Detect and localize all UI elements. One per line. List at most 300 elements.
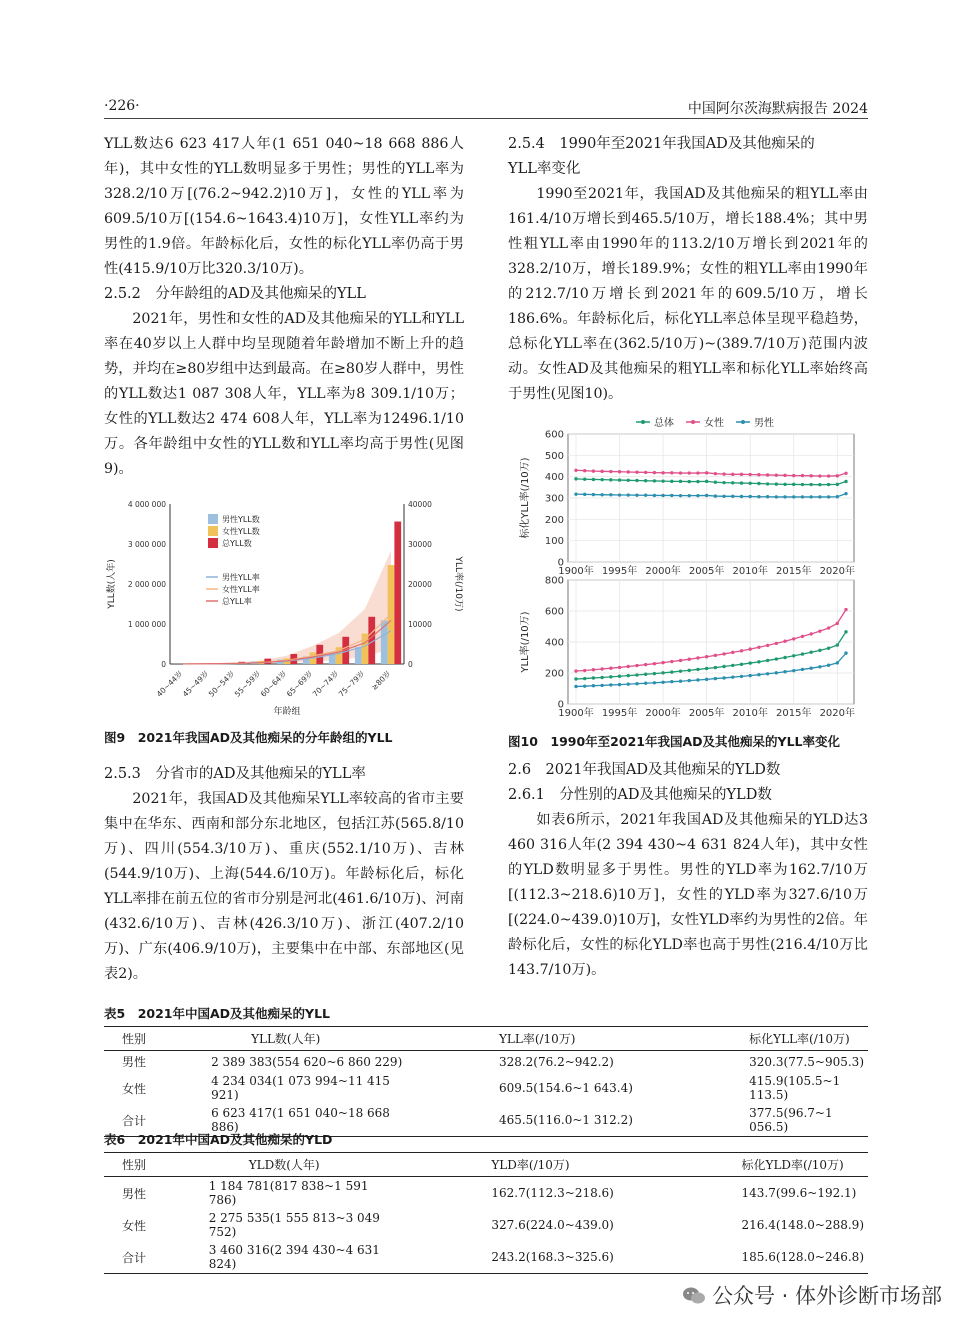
point-女性	[783, 474, 786, 477]
watermark	[682, 1280, 942, 1310]
point-总体	[583, 677, 586, 680]
table-header: 性别	[104, 1153, 189, 1177]
point-总体	[705, 480, 708, 483]
point-总体	[574, 477, 577, 480]
table-header-row	[104, 1153, 868, 1177]
point-总体	[661, 671, 664, 674]
legend-label: 女性YLL数	[222, 527, 260, 536]
watermark-text: 公众号 · 体外诊断市场部	[711, 1284, 942, 1308]
point-女性	[844, 472, 847, 475]
point-总体	[661, 479, 664, 482]
point-总体	[696, 480, 699, 483]
point-男性	[827, 664, 830, 667]
point-女性	[792, 637, 795, 640]
point-女性	[714, 654, 717, 657]
point-男性	[609, 683, 612, 686]
point-女性	[688, 471, 691, 474]
point-总体	[679, 480, 682, 483]
y-tick-label: 4 000 000	[127, 500, 166, 509]
point-女性	[722, 472, 725, 475]
point-男性	[801, 495, 804, 498]
table-header: 标化YLL率(/10万)	[679, 1027, 868, 1051]
x-tick-label: 2000年	[645, 566, 681, 577]
header-rule	[104, 118, 868, 119]
point-女性	[661, 661, 664, 664]
y2-tick-label: 40000	[408, 500, 432, 509]
journal-title: 中国阿尔茨海默病报告 2024	[687, 101, 868, 117]
point-男性	[627, 493, 630, 496]
point-男性	[688, 679, 691, 682]
table-cell: 合计	[104, 1104, 191, 1137]
table-cell: 男性	[122, 1055, 147, 1069]
point-女性	[766, 644, 769, 647]
point-女性	[757, 473, 760, 476]
point-男性	[653, 494, 656, 497]
point-总体	[679, 669, 682, 672]
point-总体	[809, 651, 812, 654]
legend-marker	[741, 420, 745, 424]
point-女性	[783, 640, 786, 643]
point-女性	[818, 474, 821, 477]
section-2-5-3-heading: 2.5.3 分省市的AD及其他痴呆的YLL率	[104, 766, 366, 782]
point-女性	[792, 474, 795, 477]
table-cell: 320.3(77.5~905.3)	[749, 1054, 864, 1069]
point-男性	[644, 494, 647, 497]
point-男性	[757, 673, 760, 676]
point-总体	[714, 666, 717, 669]
point-男性	[583, 493, 586, 496]
x-tick-label: 60~64岁	[258, 669, 289, 699]
point-总体	[688, 669, 691, 672]
point-男性	[679, 680, 682, 683]
point-男性	[705, 494, 708, 497]
table-cell: 6 623 417(1 651 040~18 668 886)	[191, 1104, 409, 1137]
legend-swatch	[208, 514, 218, 524]
table-cell: 609.5(154.6~1 643.4)	[498, 1081, 633, 1095]
paragraph-yll-province: 2021年，我国AD及其他痴呆YLL率较高的省市主要集中在华东、西南和部分东北地区，包括江苏(565.8/10万)、四川(554.3/10万)、重庆(552.1/10万)、吉林(544.9/10万)、上海(544.6/10万)。年龄标化后，标化YLL率排在前五位的省市分别是河北(461.6/10万)、河南(432.6/10万)、吉林(426.3/10万)、浙江(407.2/10万)、广东(406.9/10万)，主要集中在中部、东部地区(见表2)。	[104, 791, 464, 982]
point-总体	[635, 673, 638, 676]
table5	[104, 1026, 868, 1137]
y-axis-title: YLL率(/10万)	[520, 611, 531, 673]
point-女性	[618, 666, 621, 669]
point-男性	[661, 681, 664, 684]
y-axis-title: 标化YLL率(/10万)	[520, 457, 531, 539]
table-cell: 143.7(99.6~192.1)	[741, 1186, 857, 1200]
wechat-icon	[682, 1286, 706, 1306]
point-女性	[679, 471, 682, 474]
point-总体	[627, 479, 630, 482]
y-tick-label: 0	[557, 699, 564, 711]
point-总体	[801, 652, 804, 655]
legend-label: 总YLL率	[222, 597, 252, 606]
y-tick-label: 0	[557, 557, 564, 569]
point-男性	[696, 494, 699, 497]
point-女性	[801, 635, 804, 638]
point-男性	[618, 683, 621, 686]
table-header-row	[104, 1027, 868, 1051]
table-header: 性别	[104, 1027, 191, 1051]
point-总体	[722, 665, 725, 668]
point-总体	[757, 482, 760, 485]
table-header: YLD率(/10万)	[401, 1153, 671, 1177]
y2-tick-label: 30000	[408, 540, 432, 549]
table-cell: 2 389 383(554 620~6 860 229)	[211, 1054, 403, 1069]
right-column-lower	[508, 758, 868, 983]
point-男性	[670, 680, 673, 683]
point-总体	[609, 478, 612, 481]
point-女性	[592, 469, 595, 472]
point-女性	[583, 469, 586, 472]
point-男性	[635, 494, 638, 497]
y-axis-title: YLL数(人年)	[107, 559, 117, 609]
table-header: YLL数(人年)	[191, 1027, 409, 1051]
point-总体	[731, 664, 734, 667]
legend-swatch	[208, 526, 218, 536]
point-男性	[574, 685, 577, 688]
point-男性	[731, 675, 734, 678]
x-tick-label: 70~74岁	[310, 669, 341, 699]
point-男性	[583, 684, 586, 687]
point-总体	[696, 668, 699, 671]
point-男性	[766, 672, 769, 675]
legend-label: 女性	[704, 418, 724, 429]
point-男性	[775, 495, 778, 498]
point-男性	[722, 676, 725, 679]
point-总体	[583, 478, 586, 481]
paragraph-yll-total: YLL数达6 623 417人年(1 651 040~18 668 886人年)，其中女性的YLL数明显多于男性；男性的YLL率为328.2/10万[(76.2~942.2)10万]，女性的YLL率为609.5/10万[(154.6~1643.4)10万]，女性YLL率约为男性的1.9倍。年龄标化后，女性的标化YLL率仍高于男性(415.9/10万比320.3/10万)。	[104, 136, 464, 277]
point-男性	[592, 684, 595, 687]
point-总体	[592, 478, 595, 481]
y-tick-label: 0	[161, 660, 166, 669]
point-女性	[775, 642, 778, 645]
point-女性	[827, 474, 830, 477]
table-row	[104, 1072, 868, 1104]
legend-marker	[691, 420, 695, 424]
point-男性	[783, 495, 786, 498]
section-2-5-4-heading-cont: YLL率变化	[508, 161, 581, 177]
fig10-caption: 图10 1990年至2021年我国AD及其他痴呆的YLL率变化	[508, 734, 841, 749]
point-男性	[740, 495, 743, 498]
point-男性	[818, 665, 821, 668]
point-女性	[766, 473, 769, 476]
table-cell: 327.6(224.0~439.0)	[491, 1218, 614, 1232]
point-总体	[644, 479, 647, 482]
point-总体	[731, 481, 734, 484]
table-header: YLL率(/10万)	[409, 1027, 679, 1051]
table-cell: 合计	[104, 1241, 189, 1274]
legend-label: 男性YLL率	[222, 573, 260, 582]
y-tick-label: 2 000 000	[127, 580, 166, 589]
point-总体	[757, 660, 760, 663]
table-cell: 3 460 316(2 394 430~4 631 824)	[189, 1241, 402, 1274]
x-tick-label: 55~59岁	[232, 669, 263, 699]
point-总体	[836, 643, 839, 646]
point-女性	[670, 660, 673, 663]
point-女性	[609, 470, 612, 473]
point-男性	[801, 668, 804, 671]
table-cell: 162.7(112.3~218.6)	[491, 1186, 614, 1200]
point-男性	[731, 495, 734, 498]
point-总体	[748, 482, 751, 485]
y2-tick-label: 10000	[408, 620, 432, 629]
fig10-chart	[508, 408, 870, 728]
point-总体	[740, 481, 743, 484]
point-男性	[635, 682, 638, 685]
bar-男性YLL数	[355, 647, 362, 664]
legend-label: 总YLL数	[222, 539, 252, 548]
point-女性	[748, 647, 751, 650]
table-cell: 男性	[122, 1186, 147, 1201]
point-男性	[809, 666, 812, 669]
legend-label: 总体	[654, 418, 674, 429]
point-男性	[775, 671, 778, 674]
point-男性	[644, 682, 647, 685]
point-女性	[844, 608, 847, 611]
point-女性	[818, 629, 821, 632]
page-number: ·226·	[104, 98, 140, 114]
point-女性	[705, 471, 708, 474]
point-总体	[740, 663, 743, 666]
point-总体	[609, 675, 612, 678]
x-tick-label: 75~79岁	[336, 669, 367, 699]
x-axis-title: 年龄组	[273, 707, 301, 717]
point-总体	[827, 647, 830, 650]
legend-label: 女性YLL率	[222, 585, 260, 594]
point-女性	[827, 626, 830, 629]
x-tick-label: 1900年	[558, 566, 594, 577]
point-男性	[679, 494, 682, 497]
point-总体	[766, 482, 769, 485]
point-男性	[688, 494, 691, 497]
point-总体	[600, 676, 603, 679]
section-2-6-1-heading: 2.6.1 分性别的AD及其他痴呆的YLD数	[508, 787, 772, 803]
legend-label: 男性	[754, 418, 774, 429]
point-男性	[757, 495, 760, 498]
y2-tick-label: 20000	[408, 580, 432, 589]
point-总体	[688, 480, 691, 483]
point-总体	[600, 478, 603, 481]
table-cell: 377.5(96.7~1 056.5)	[679, 1104, 868, 1137]
x-tick-label: 45~49岁	[180, 669, 211, 699]
point-男性	[783, 670, 786, 673]
point-总体	[775, 482, 778, 485]
point-男性	[627, 682, 630, 685]
y-tick-label: 1 000 000	[127, 620, 166, 629]
x-tick-label: 2005年	[688, 566, 725, 577]
fig9-caption: 图9 2021年我国AD及其他痴呆的分年龄组的YLL	[104, 730, 393, 745]
point-男性	[653, 681, 656, 684]
table-cell: 1 184 781(817 838~1 591 786)	[208, 1179, 369, 1207]
point-女性	[809, 632, 812, 635]
point-总体	[705, 667, 708, 670]
point-女性	[731, 473, 734, 476]
point-男性	[748, 674, 751, 677]
point-男性	[792, 495, 795, 498]
point-女性	[609, 666, 612, 669]
right-column	[508, 132, 868, 407]
table-row	[104, 1051, 868, 1073]
y-tick-label: 200	[544, 514, 564, 526]
y2-tick-label: 0	[408, 660, 413, 669]
point-女性	[696, 656, 699, 659]
x-tick-label: 1900年	[558, 708, 594, 719]
table5-caption: 表5 2021年中国AD及其他痴呆的YLL	[104, 1006, 331, 1021]
table-row	[104, 1209, 868, 1241]
point-男性	[600, 684, 603, 687]
point-女性	[740, 473, 743, 476]
point-总体	[653, 479, 656, 482]
point-女性	[801, 474, 804, 477]
paragraph-yll-age: 2021年，男性和女性的AD及其他痴呆的YLL和YLL率在40岁以上人群中均呈现随着年龄增加不断上升的趋势，并均在≥80岁组中达到最高。在≥80岁人群中，男性的YLL数达1 087 308人年，YLL率为8 309.1/10万；女性的YLL数达2 474 608人年，YLL率为12496.1/10万。各年龄组中女性的YLL数和YLL率均高于男性(见图9)。	[104, 311, 464, 477]
point-总体	[574, 677, 577, 680]
point-女性	[688, 658, 691, 661]
y-tick-label: 800	[544, 575, 564, 587]
point-总体	[844, 480, 847, 483]
point-男性	[844, 492, 847, 495]
point-女性	[644, 471, 647, 474]
table-header: YLD数(人年)	[189, 1153, 402, 1177]
y-tick-label: 500	[544, 450, 564, 462]
x-tick-label: 65~69岁	[284, 669, 315, 699]
x-tick-label: 1995年	[601, 566, 638, 577]
point-男性	[827, 495, 830, 498]
point-男性	[766, 495, 769, 498]
point-女性	[653, 662, 656, 665]
y-tick-label: 400	[544, 637, 564, 649]
point-总体	[627, 674, 630, 677]
point-女性	[574, 669, 577, 672]
point-男性	[818, 495, 821, 498]
table-cell: 4 234 034(1 073 994~11 415 921)	[211, 1074, 390, 1102]
point-总体	[618, 478, 621, 481]
bar-男性YLL数	[381, 621, 388, 664]
point-总体	[818, 483, 821, 486]
point-女性	[627, 470, 630, 473]
point-女性	[644, 663, 647, 666]
point-总体	[818, 649, 821, 652]
point-总体	[670, 670, 673, 673]
point-女性	[696, 471, 699, 474]
point-男性	[609, 493, 612, 496]
point-女性	[714, 472, 717, 475]
point-总体	[670, 480, 673, 483]
point-女性	[679, 659, 682, 662]
point-女性	[775, 473, 778, 476]
table-cell: 465.5(116.0~1 312.2)	[409, 1104, 679, 1137]
point-总体	[792, 483, 795, 486]
point-总体	[827, 483, 830, 486]
x-tick-label: ≥80岁	[369, 669, 393, 692]
x-tick-label: 2015年	[776, 566, 812, 577]
point-男性	[809, 495, 812, 498]
point-总体	[766, 659, 769, 662]
point-总体	[722, 481, 725, 484]
point-男性	[705, 678, 708, 681]
point-女性	[748, 473, 751, 476]
table-cell: 185.6(128.0~246.8)	[672, 1241, 868, 1274]
y-tick-label: 3 000 000	[127, 540, 166, 549]
legend-label: 男性YLL数	[222, 515, 260, 524]
table-header: 标化YLD率(/10万)	[672, 1153, 868, 1177]
paragraph-yld-sex: 如表6所示，2021年我国AD及其他痴呆的YLD达3 460 316人年(2 394 430~4 631 824人年)，其中女性的YLD数明显多于男性。男性的YLD率为162.7/10万[(112.3~218.6)10万]，女性的YLD率为327.6/10万[(224.0~439.0)10万]，女性YLD率约为男性的2倍。年龄标化后，女性的标化YLD率也高于男性(216.4/10万比143.7/10万)。	[508, 812, 868, 978]
point-男性	[714, 494, 717, 497]
point-女性	[653, 471, 656, 474]
table-cell: 2 275 535(1 555 813~3 049 752)	[208, 1211, 380, 1239]
x-tick-label: 2010年	[732, 708, 768, 719]
table6-caption: 表6 2021年中国AD及其他痴呆的YLD	[104, 1132, 333, 1147]
point-女性	[757, 646, 760, 649]
x-tick-label: 40~44岁	[154, 669, 185, 699]
point-总体	[644, 673, 647, 676]
point-女性	[600, 667, 603, 670]
fig9-chart	[104, 492, 466, 720]
point-女性	[740, 649, 743, 652]
point-女性	[722, 652, 725, 655]
point-男性	[722, 495, 725, 498]
point-男性	[670, 494, 673, 497]
y-tick-label: 200	[544, 668, 564, 680]
left-column-lower	[104, 762, 464, 987]
point-男性	[618, 493, 621, 496]
point-男性	[592, 493, 595, 496]
point-总体	[714, 481, 717, 484]
point-女性	[836, 474, 839, 477]
point-女性	[661, 471, 664, 474]
point-总体	[653, 672, 656, 675]
point-男性	[714, 677, 717, 680]
point-女性	[583, 669, 586, 672]
point-男性	[600, 493, 603, 496]
legend-marker	[641, 420, 645, 424]
point-女性	[809, 474, 812, 477]
table-row	[104, 1177, 868, 1210]
point-男性	[844, 651, 847, 654]
section-2-6-heading: 2.6 2021年我国AD及其他痴呆的YLD数	[508, 762, 781, 778]
x-tick-label: 2010年	[732, 566, 768, 577]
point-总体	[844, 630, 847, 633]
table6	[104, 1152, 868, 1274]
x-tick-label: 50~54岁	[206, 669, 237, 699]
table-cell: 女性	[122, 1081, 147, 1096]
legend-swatch	[208, 538, 218, 548]
table-cell: 415.9(105.5~1 113.5)	[749, 1074, 841, 1102]
point-男性	[696, 678, 699, 681]
point-男性	[792, 669, 795, 672]
y-tick-label: 600	[544, 606, 564, 618]
table-cell: 328.2(76.2~942.2)	[498, 1054, 614, 1069]
point-总体	[783, 656, 786, 659]
point-总体	[775, 657, 778, 660]
table-row	[104, 1241, 868, 1274]
x-tick-label: 2005年	[688, 708, 725, 719]
point-总体	[792, 654, 795, 657]
point-总体	[635, 479, 638, 482]
point-总体	[783, 483, 786, 486]
x-tick-label: 2015年	[776, 708, 812, 719]
point-女性	[627, 665, 630, 668]
point-女性	[600, 470, 603, 473]
point-总体	[592, 676, 595, 679]
point-男性	[574, 492, 577, 495]
point-总体	[748, 661, 751, 664]
y-tick-label: 400	[544, 472, 564, 484]
y-tick-label: 300	[544, 493, 564, 505]
point-女性	[705, 655, 708, 658]
point-女性	[574, 469, 577, 472]
table-cell: 243.2(168.3~325.6)	[401, 1241, 671, 1274]
paragraph-yll-trend: 1990至2021年，我国AD及其他痴呆的粗YLL率由161.4/10万增长到465.5/10万，增长188.4%；其中男性粗YLL率由1990年的113.2/10万增长到2021年的328.2/10万，增长189.9%；女性的粗YLL率由1990年的212.7/10万增长到2021年的609.5/10万，增长186.6%。年龄标化后，标化YLL率总体呈现平稳趋势，总标化YLL率在(362.5/10万)~(389.7/10万)范围内波动。女性AD及其他痴呆的粗YLL率和标化YLL率始终高于男性(见图10)。	[508, 186, 868, 402]
point-女性	[731, 651, 734, 654]
